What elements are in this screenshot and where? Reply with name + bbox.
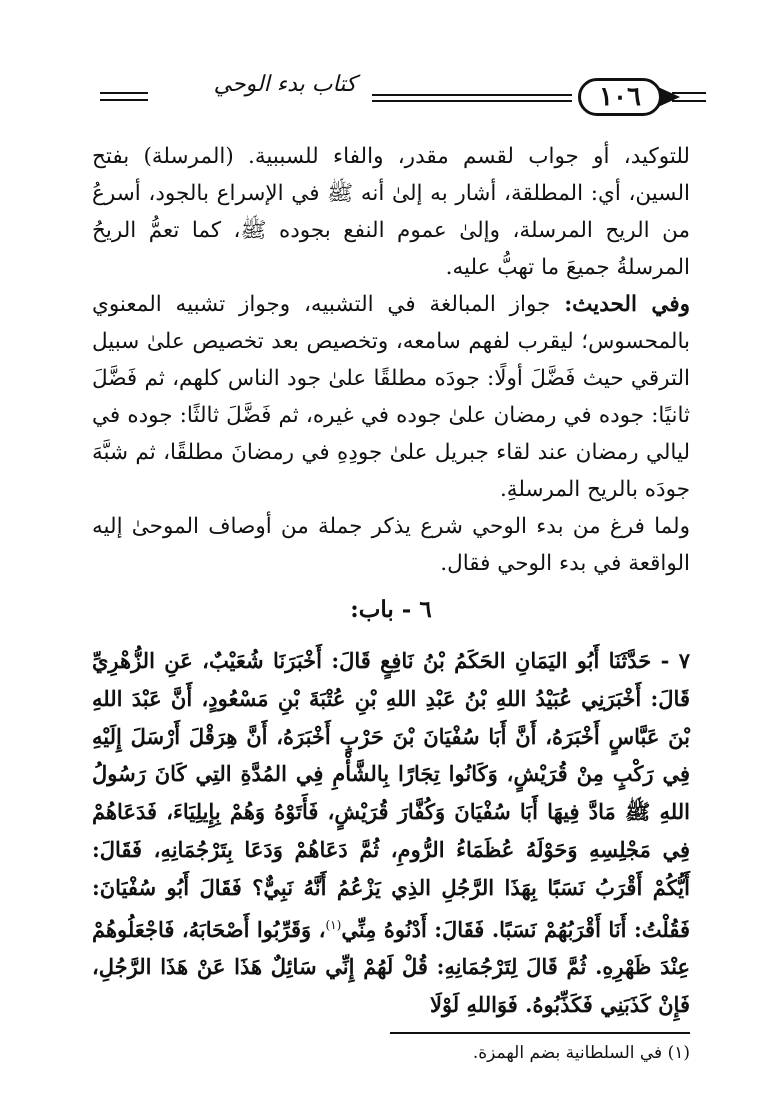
footnote-reference: (١): [325, 917, 342, 932]
hadith-text-part-2: ، وَقَرِّبُوا أَصْحَابَهُ، فَاجْعَلُوهُمْ عِنْدَ ظَهْرِهِ. ثُمَّ قَالَ لِتَرْجُمَانِهِ: قُلْ لَهُمْ إِنِّي سَائِلٌ هَذَا عَنْ هَذَا الرَّجُلِ، فَإِنْ كَذَبَنِي فَكَذِّبُوهُ. فَوَاللهِ لَوْلَا: [92, 916, 690, 1018]
footnote-separator: [390, 1032, 690, 1034]
hadith-lessons-paragraph: [92, 286, 690, 508]
page-header: [0, 0, 770, 130]
header-rule-middle-2: [372, 100, 572, 102]
lessons-lead: وفي الحديث:: [564, 292, 690, 317]
section-heading: ٦ - باب:: [350, 596, 432, 623]
commentary-body: [92, 138, 690, 582]
page-number: ١٠٦: [578, 78, 662, 116]
lessons-text: جواز المبالغة في التشبيه، وجواز تشبيه المعنوي بالمحسوس؛ ليقرب لفهم سامعه، وتخصيص بعد تخصيص علىٰ سبيل الترقي حيث فَضَّلَ أولًا: جودَه مطلقًا علىٰ جود الناس كلهم، ثم فَضَّلَ ثانيًا: جوده في رمضان علىٰ جوده في غيره، ثم فَضَّلَ ثالثًا: جوده في ليالي رمضان عند لقاء جبريل علىٰ جودِهِ في رمضانَ مطلقًا، ثم شبَّهَ جودَه بالريح المرسلةِ.: [92, 292, 690, 502]
transition-paragraph: ولما فرغ من بدء الوحي شرع يذكر جملة من أوصاف الموحىٰ إليه الواقعة في بدء الوحي فقال.: [92, 514, 690, 576]
commentary-paragraph: للتوكيد، أو جواب لقسم مقدر، والفاء للسببية. (المرسلة) بفتح السين، أي: المطلقة، أشار به إلىٰ أنه ﷺ في الإسراع بالجود، أسرعُ من الريح المرسلة، وإلىٰ عموم النفع بجوده ﷺ، كما تعمُّ الريحُ المرسلةُ جميعَ ما تهبُّ عليه.: [92, 144, 690, 280]
header-rule-left-2: [100, 99, 148, 101]
running-title: كتاب بدء الوحي: [213, 72, 357, 97]
footnote: (١) في السلطانية بضم الهمزة.: [472, 1043, 690, 1063]
header-rule-left: [100, 92, 148, 94]
hadith-text: [92, 642, 690, 1024]
header-rule-middle: [372, 94, 572, 96]
hadith-text-part-1: ٧ - حَدَّثَنَا أَبُو اليَمَانِ الحَكَمُ بْنُ نَافِعٍ قَالَ: أَخْبَرَنَا شُعَيْبٌ، عَنِ الزُّهْرِيِّ قَالَ: أَخْبَرَنِي عُبَيْدُ اللهِ بْنُ عَبْدِ اللهِ بْنِ عُتْبَةَ بْنِ مَسْعُودٍ، أَنَّ عَبْدَ اللهِ بْنَ عَبَّاسٍ أَخْبَرَهُ، أَنَّ أَبَا سُفْيَانَ بْنَ حَرْبٍ أَخْبَرَهُ، أَنَّ هِرَقْلَ أَرْسَلَ إِلَيْهِ فِي رَكْبٍ مِنْ قُرَيْشٍ، وَكَانُوا تِجَارًا بِالشَّأْمِ فِي المُدَّةِ التِي كَانَ رَسُولُ اللهِ ﷺ مَادَّ فِيهَا أَبَا سُفْيَانَ وَكُفَّارَ قُرَيْشٍ، فَأَتَوْهُ وَهُمْ بِإِيلِيَاءَ، فَدَعَاهُمْ فِي مَجْلِسِهِ وَحَوْلَهُ عُظَمَاءُ الرُّومِ، ثُمَّ دَعَاهُمْ وَدَعَا بِتَرْجُمَانِهِ، فَقَالَ: أَيُّكُمْ أَقْرَبُ نَسَبًا بِهَذَا الرَّجُلِ الذِي يَزْعُمُ أَنَّهُ نَبِيٌّ؟ فَقَالَ أَبُو سُفْيَانَ: فَقُلْتُ: أَنَا أَقْرَبُهُمْ نَسَبًا. فَقَالَ: أَدْنُوهُ مِنِّي: [92, 648, 690, 942]
